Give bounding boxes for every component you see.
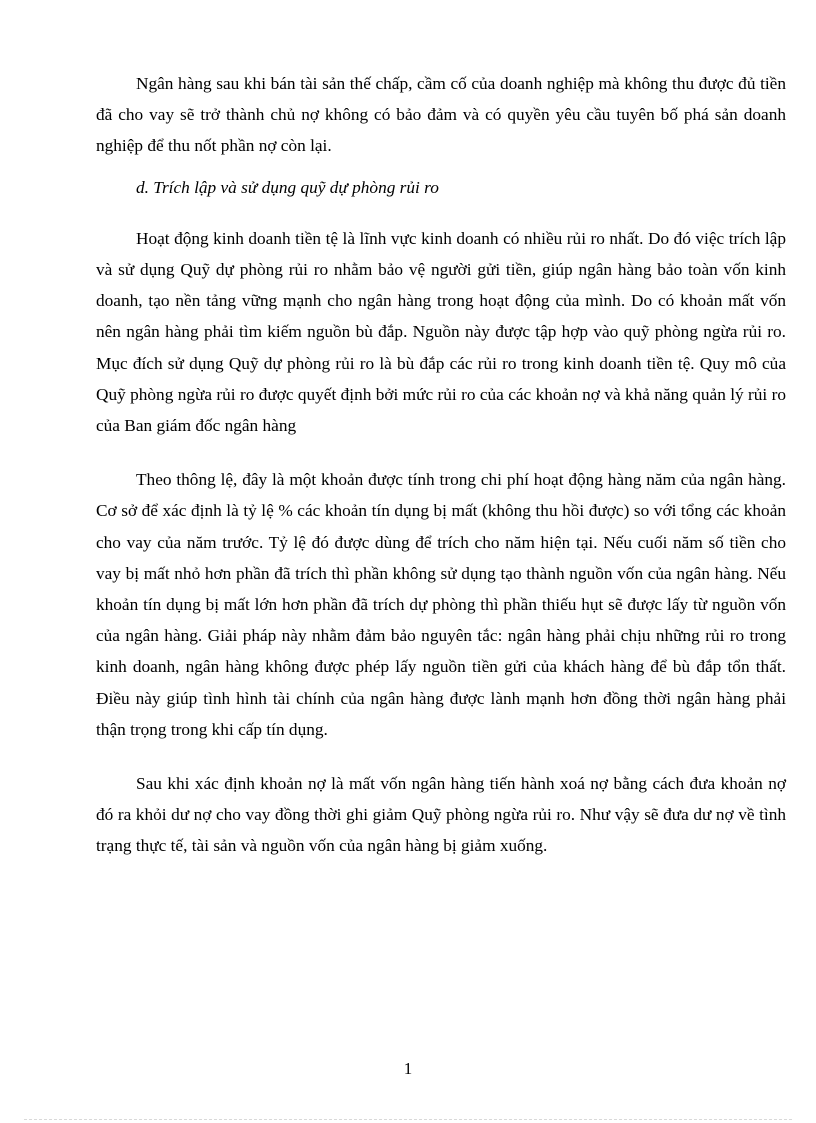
section-heading: d. Trích lập và sử dụng quỹ dự phòng rủi ro <box>136 177 439 197</box>
paragraph-provision-practice: Theo thông lệ, đây là một khoản được tính trong chi phí hoạt động hàng năm của ngân hàng. Cơ sở để xác định là tỷ lệ % các khoản tín dụng bị mất (không thu hồi được) so với tổng các khoản cho vay của năm trước. Tỷ lệ đó được dùng để trích cho năm hiện tại. Nếu cuối năm số tiền cho vay bị mất nhỏ hơn phần đã trích thì phần không sử dụng tạo thành nguồn vốn của ngân hàng. Nếu khoản tín dụng bị mất lớn hơn phần đã trích dự phòng thì phần thiếu hụt sẽ được lấy từ nguồn vốn của ngân hàng. Giải pháp này nhằm đảm bảo nguyên tắc: ngân hàng phải chịu những rủi ro trong kinh doanh, ngân hàng không được phép lấy nguồn tiền gửi của khách hàng để bù đắp tổn thất. Điều này giúp tình hình tài chính của ngân hàng được lành mạnh hơn đồng thời ngân hàng phải thận trọng trong khi cấp tín dụng. <box>96 470 786 739</box>
footer-divider <box>24 1119 792 1120</box>
page-content <box>96 68 786 862</box>
paragraph-debt-write-off: Sau khi xác định khoản nợ là mất vốn ngân hàng tiến hành xoá nợ bằng cách đưa khoản nợ đó ra khỏi dư nợ cho vay đồng thời ghi giảm Quỹ phòng ngừa rủi ro. Như vậy sẽ đưa dư nợ về tình trạng thực tế, tài sản và nguồn vốn của ngân hàng bị giảm xuống. <box>96 774 786 856</box>
paragraph-collateral-sale: Ngân hàng sau khi bán tài sản thế chấp, cầm cố của doanh nghiệp mà không thu được đủ tiền đã cho vay sẽ trở thành chủ nợ không có bảo đảm và có quyền yêu cầu tuyên bố phá sản doanh nghiệp để thu nốt phần nợ còn lại. <box>96 74 786 156</box>
page-number: 1 <box>403 1059 413 1078</box>
paragraph-risk-reserve-fund: Hoạt động kinh doanh tiền tệ là lĩnh vực kinh doanh có nhiều rủi ro nhất. Do đó việc trích lập và sử dụng Quỹ dự phòng rủi ro nhằm bảo vệ người gửi tiền, giúp ngân hàng bảo toàn vốn kinh doanh, tạo nền tảng vững mạnh cho ngân hàng trong hoạt động của mình. Do có khoản mất vốn nên ngân hàng phải tìm kiếm nguồn bù đắp. Nguồn này được tập hợp vào quỹ phòng ngừa rủi ro. Mục đích sử dụng Quỹ dự phòng rủi ro là bù đắp các rủi ro trong kinh doanh tiền tệ. Quy mô của Quỹ phòng ngừa rủi ro được quyết định bởi mức rủi ro của các khoản nợ và khả năng quản lý rủi ro của Ban giám đốc ngân hàng <box>96 228 786 436</box>
